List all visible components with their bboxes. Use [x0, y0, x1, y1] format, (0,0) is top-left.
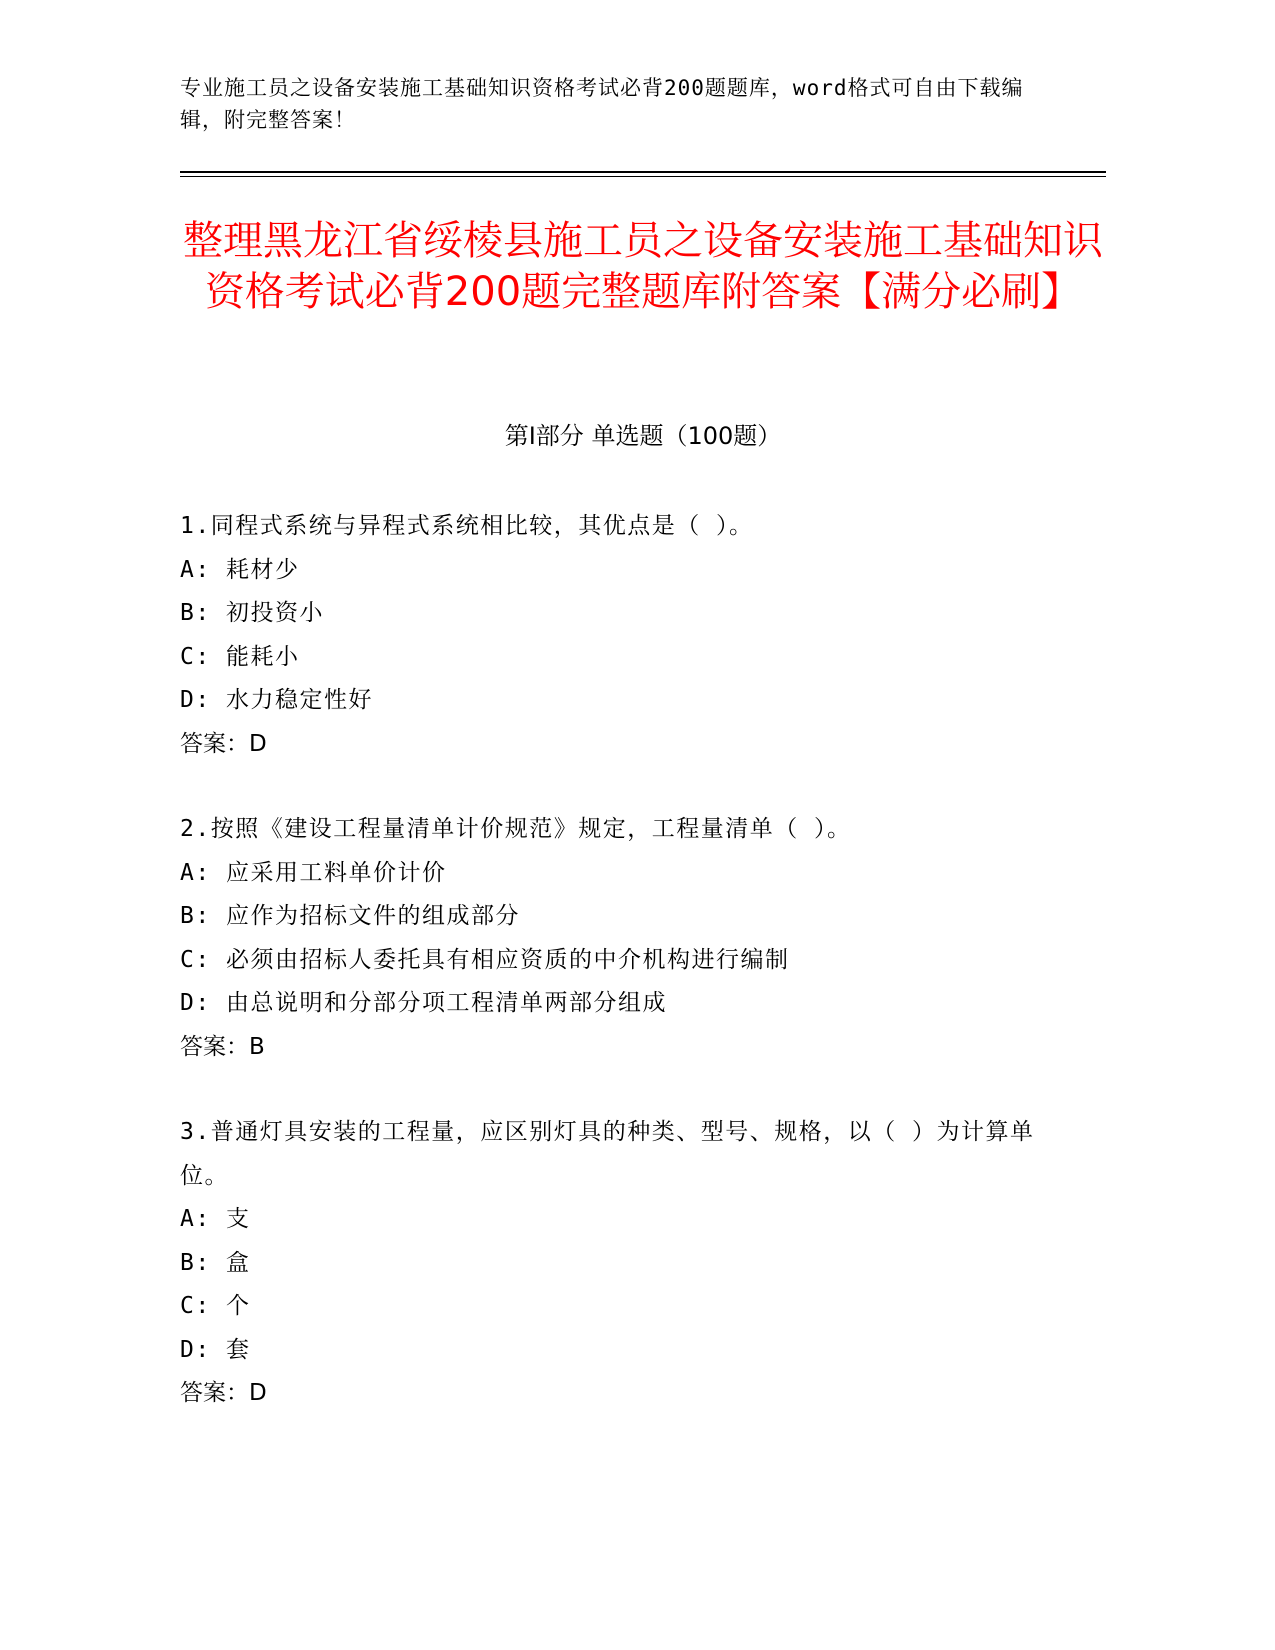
header-divider-thin [180, 176, 1106, 177]
question-stem: 3.普通灯具安装的工程量，应区别灯具的种类、型号、规格，以（ ）为计算单位。 [180, 1119, 1035, 1189]
option-d: D: 由总说明和分部分项工程清单两部分组成 [180, 990, 668, 1016]
option-c: C: 能耗小 [180, 643, 300, 670]
answer-line: 答案：B [180, 1033, 265, 1060]
option-b: B: 应作为招标文件的组成部分 [180, 903, 521, 929]
question-list [180, 505, 1040, 1458]
question-3 [180, 1111, 1040, 1416]
header-note: 专业施工员之设备安装施工基础知识资格考试必背200题题库，word格式可自由下载编辑，附完整答案！ [180, 76, 1024, 132]
document-title: 整理黑龙江省绥棱县施工员之设备安装施工基础知识资格考试必背200题完整题库附答案【满分必刷】 [183, 218, 1103, 315]
option-b: B: 盒 [180, 1249, 251, 1276]
question-2 [180, 808, 1040, 1069]
question-stem: 1.同程式系统与异程式系统相比较，其优点是（ ）。 [180, 513, 754, 539]
section-heading: 第I部分 单选题（100题） [504, 422, 782, 450]
option-b: B: 初投资小 [180, 600, 325, 626]
option-a: A: 耗材少 [180, 556, 300, 583]
option-d: D: 水力稳定性好 [180, 687, 374, 713]
question-1 [180, 505, 1040, 766]
option-d: D: 套 [180, 1336, 251, 1363]
option-c: C: 必须由招标人委托具有相应资质的中介机构进行编制 [180, 946, 790, 973]
option-a: A: 支 [180, 1206, 251, 1232]
question-stem: 2.按照《建设工程量清单计价规范》规定，工程量清单（ ）。 [180, 816, 852, 842]
option-c: C: 个 [180, 1293, 251, 1319]
answer-line: 答案：D [180, 730, 267, 757]
answer-line: 答案：D [180, 1380, 267, 1406]
header-divider-thick [180, 171, 1106, 173]
option-a: A: 应采用工料单价计价 [180, 859, 447, 886]
